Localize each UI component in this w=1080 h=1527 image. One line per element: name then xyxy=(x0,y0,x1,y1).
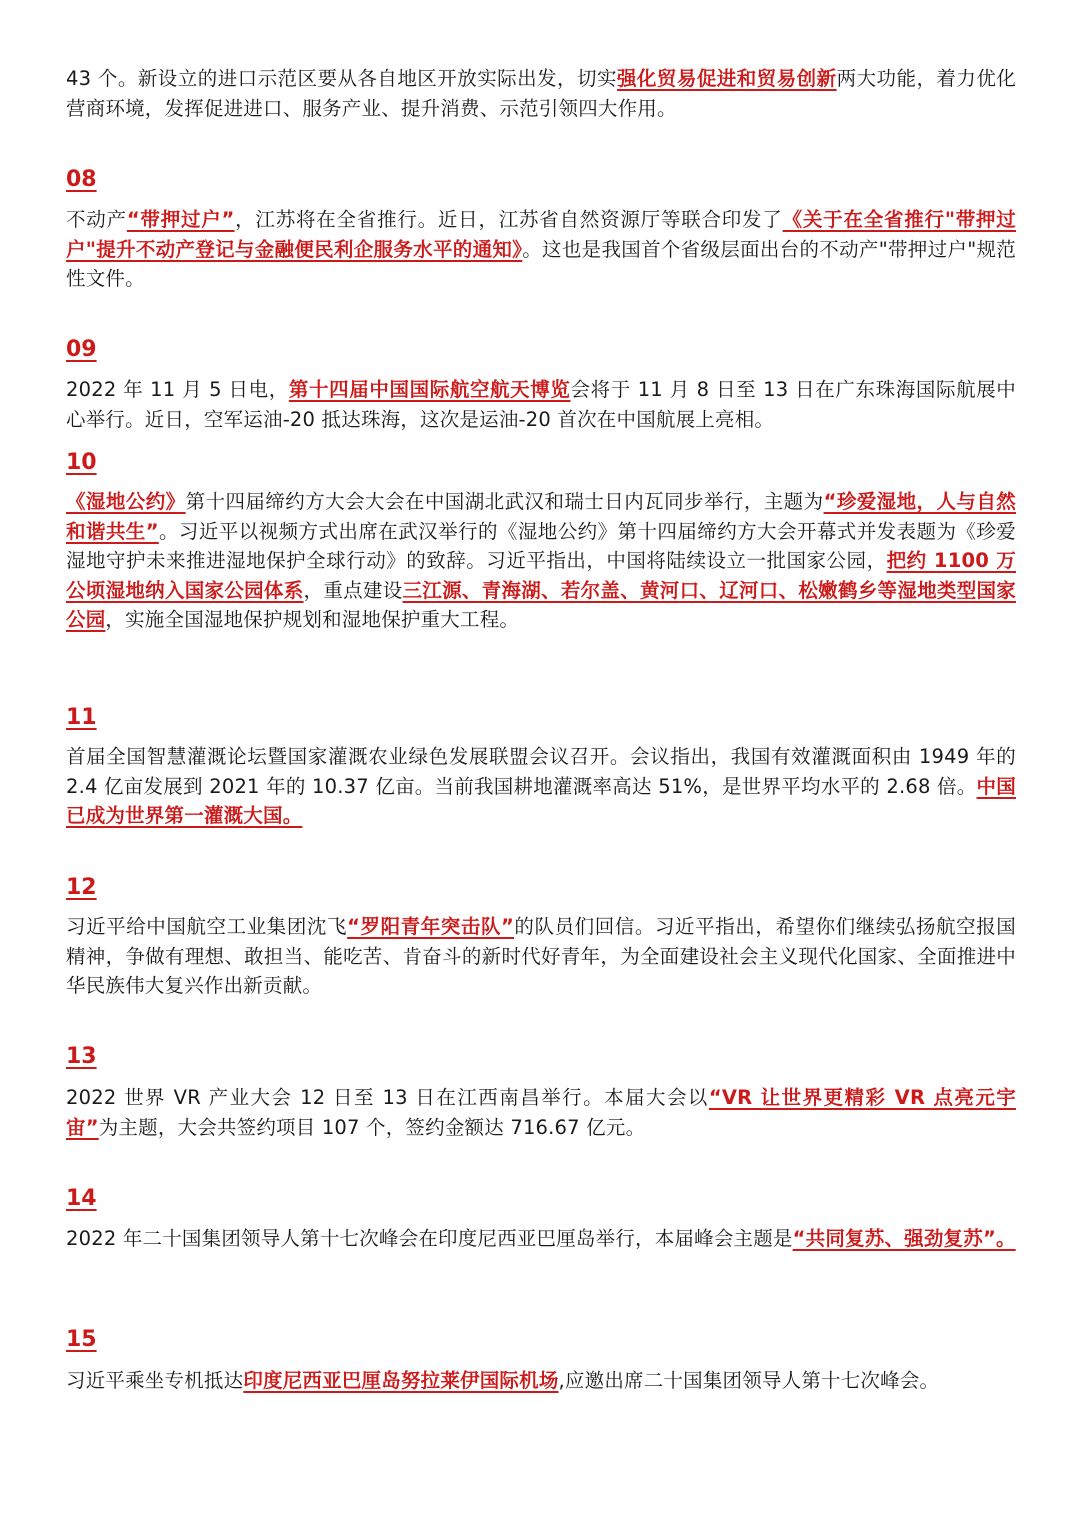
text-segment: 两大功能，着力优化营商环境，发挥促进进口、服务产业、提升消费、示范引领四大作用。 xyxy=(66,67,1017,120)
highlight-segment: 印度尼西亚巴厘岛努拉莱伊国际机场 xyxy=(243,1369,559,1392)
paragraph-11 xyxy=(66,742,1016,831)
highlight-segment: “罗阳青年突击队” xyxy=(347,915,515,938)
highlight-segment: “珍爱湿地，人与自然和谐共生” xyxy=(66,490,1016,543)
highlight-segment: 中国已成为世界第一灌溉大国。 xyxy=(66,774,1016,827)
paragraph-10 xyxy=(66,487,1016,635)
text-segment: ，实施全国湿地保护规划和湿地保护重大工程。 xyxy=(105,608,520,631)
paragraph-14 xyxy=(66,1224,1016,1254)
highlight-segment: 《湿地公约》 xyxy=(66,490,186,513)
text-segment: 43 个。新设立的进口示范区要从各自地区开放实际出发，切实 xyxy=(66,67,617,90)
paragraph-12 xyxy=(66,912,1016,1001)
highlight-segment: 强化贸易促进和贸易创新 xyxy=(616,67,837,90)
item-number-11: 11 xyxy=(66,705,97,730)
paragraph-15 xyxy=(66,1366,1036,1396)
text-segment: 首届全国智慧灌溉论坛暨国家灌溉农业绿色发展联盟会议召开。会议指出，我国有效灌溉面积由 1949 年的 2.4 亿亩发展到 2021 年的 10.37 亿亩。当前我国耕地灌溉率高达 51%，是世界平均水平的 2.68 倍。 xyxy=(66,745,1016,798)
highlight-segment: “共同复苏、强劲复苏”。 xyxy=(792,1227,1016,1250)
item-number-10: 10 xyxy=(66,450,97,475)
text-segment: 为主题，大会共签约项目 107 个，签约金额达 716.67 亿元。 xyxy=(98,1115,646,1139)
text-segment: 2022 年二十国集团领导人第十七次峰会在印度尼西亚巴厘岛举行，本届峰会主题是 xyxy=(66,1227,793,1250)
highlight-segment: “带押过户” xyxy=(126,208,235,231)
text-segment: 2022 年 11 月 5 日电， xyxy=(66,378,289,401)
text-segment: 2022 世界 VR 产业大会 12 日至 13 日在江西南昌举行。本届大会以 xyxy=(66,1086,709,1109)
item-number-12: 12 xyxy=(66,875,97,900)
text-segment: ，江苏将在全省推行。近日，江苏省自然资源厅等联合印发了 xyxy=(234,208,783,231)
text-segment: 的队员们回信。习近平指出，希望你们继续弘扬航空报国精神，争做有理想、敢担当、能吃苦、肯奋斗的新时代好青年，为全面建设社会主义现代化国家、全面推进中华民族伟大复兴作出新贡献。 xyxy=(66,915,1016,997)
text-segment: 习近平乘坐专机抵达 xyxy=(66,1369,244,1392)
highlight-segment: “VR 让世界更精彩 VR 点亮元宇宙” xyxy=(66,1086,1016,1139)
text-segment: 。习近平以视频方式出席在武汉举行的《湿地公约》第十四届缔约方大会开幕式并发表题为《珍爱湿地守护未来推进湿地保护全球行动》的致辞。习近平指出，中国将陆续设立一批国家公园， xyxy=(66,519,1016,572)
text-segment: ，重点建设 xyxy=(303,578,403,602)
text-segment: 第十四届缔约方大会大会在中国湖北武汉和瑞士日内瓦同步举行，主题为 xyxy=(185,490,824,513)
item-number-09: 09 xyxy=(66,337,97,362)
item-number-14: 14 xyxy=(66,1186,97,1211)
paragraph-07 xyxy=(66,64,1016,123)
text-segment: ,应邀出席二十国集团领导人第十七次峰会。 xyxy=(558,1369,940,1392)
text-segment: 习近平给中国航空工业集团沈飞 xyxy=(66,915,348,938)
text-segment: 。这也是我国首个省级层面出台的不动产"带押过户"规范性文件。 xyxy=(66,237,1016,290)
text-segment: 不动产 xyxy=(66,208,127,231)
highlight-segment: 把约 1100 万公顷湿地纳入国家公园体系 xyxy=(66,549,1017,602)
text-segment: 会将于 11 月 8 日至 13 日在广东珠海国际航展中心举行。近日，空军运油-20 抵达珠海，这次是运油-20 首次在中国航展上亮相。 xyxy=(66,378,1016,431)
highlight-segment: 三江源、青海湖、若尔盖、黄河口、辽河口、松嫩鹤乡等湿地类型国家公园 xyxy=(66,578,1016,631)
item-number-08: 08 xyxy=(66,167,97,192)
item-number-13: 13 xyxy=(66,1044,97,1069)
paragraph-09 xyxy=(66,375,1016,434)
paragraph-13 xyxy=(66,1083,1016,1142)
item-number-15: 15 xyxy=(66,1327,97,1352)
highlight-segment: 《关于在全省推行"带押过户"提升不动产登记与金融便民利企服务水平的通知》 xyxy=(66,208,1017,261)
paragraph-08 xyxy=(66,205,1016,294)
highlight-segment: 第十四届中国国际航空航天博览 xyxy=(288,378,571,401)
